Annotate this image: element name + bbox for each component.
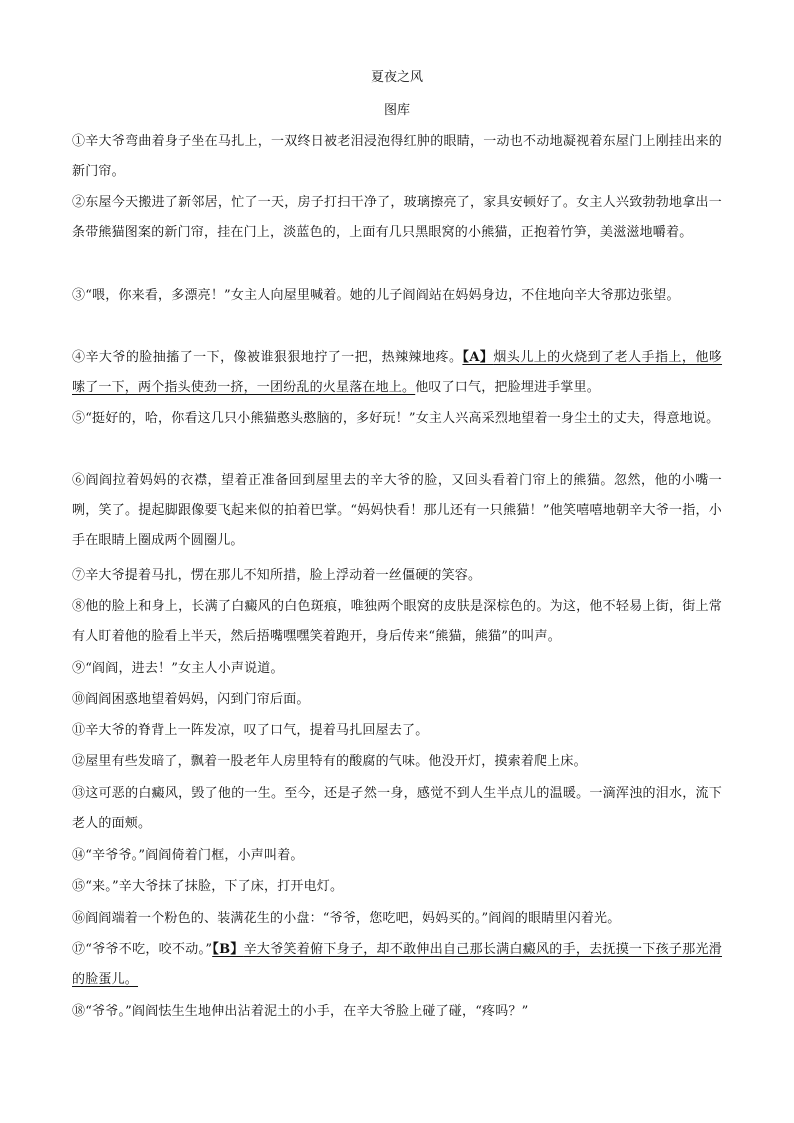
paragraph-text: ④辛大爷的脸抽搐了一下，像被谁狠狠地拧了一把，热辣辣地疼。 <box>72 350 463 365</box>
paragraph-12 <box>72 747 722 777</box>
paragraph-3 <box>72 281 722 311</box>
paragraph-2 <box>72 188 722 248</box>
underlined-sentence-b: 辛大爷笑着俯下身子，却不敢伸出自己那长满白癜风的手，去抚摸一下孩子那光滑的脸蛋儿。 <box>72 942 722 987</box>
paragraph-8 <box>72 592 722 652</box>
paragraph-10 <box>72 685 722 715</box>
paragraph-text: ⑩阎阎困惑地望着妈妈，闪到门帘后面。 <box>72 692 310 707</box>
paragraph-text: ②东屋今天搬进了新邻居，忙了一天，房子打扫干净了，玻璃擦亮了，家具安顿好了。女主人兴致勃勃地拿出一条带熊猫图案的新门帘，挂在门上，淡蓝色的，上面有几只黑眼窝的小熊猫，正抱着竹笋，美滋滋地嚼着。 <box>72 195 722 240</box>
underlined-sentence-a: 烟头儿上的火烧到了老人手指上，他哆嗦了一下，两个指头使劲一挤，一团纷乱的火星落在地上。 <box>72 350 723 395</box>
paragraph-14 <box>72 841 722 871</box>
paragraph-text: ⑤“挺好的，哈，你看这几只小熊猫憨头憨脑的，多好玩！”女主人兴高采烈地望着一身尘土的丈夫，得意地说。 <box>72 411 720 426</box>
paragraph-11 <box>72 716 722 746</box>
paragraph-text: ⑮“来。”辛大爷抹了抹脸，下了床，打开电灯。 <box>72 879 344 894</box>
paragraph-9 <box>72 654 722 684</box>
paragraph-4 <box>72 343 722 403</box>
paragraph-1 <box>72 127 722 187</box>
paragraph-13 <box>72 779 722 839</box>
paragraph-18 <box>72 997 722 1027</box>
paragraph-text: ⑯阎阎端着一个粉色的、装满花生的小盘：“爷爷，您吃吧，妈妈买的。”阎阎的眼睛里闪着光。 <box>72 911 621 926</box>
paragraph-5 <box>72 404 722 434</box>
paragraph-text-tail: 他叹了口气，把脸埋进手掌里。 <box>415 380 601 395</box>
paragraph-text: ⑫屋里有些发暗了，飘着一股老年人房里特有的酸腐的气味。他没开灯，摸索着爬上床。 <box>72 754 587 769</box>
paragraph-text: ⑦辛大爷提着马扎，愣在那儿不知所措，脸上浮动着一丝僵硬的笑容。 <box>72 568 482 583</box>
paragraph-text: ③“喂，你来看，多漂亮！”女主人向屋里喊着。她的儿子阎阎站在妈妈身边，不住地向辛大爷那边张望。 <box>72 288 680 303</box>
paragraph-text: ⑱“爷爷。”阎阎怯生生地伸出沾着泥土的小手，在辛大爷脸上碰了碰，“疼吗？” <box>72 1004 529 1019</box>
paragraph-6 <box>72 466 722 556</box>
annotation-marker-a: 【A】 <box>462 350 494 365</box>
paragraph-15 <box>72 872 722 902</box>
paragraph-text: ⑬这可恶的白癜风，毁了他的一生。至今，还是孑然一身，感觉不到人生半点儿的温暖。一滴浑浊的泪水，流下老人的面颊。 <box>72 786 722 831</box>
document-author: 图库 <box>383 103 410 118</box>
paragraph-text: ⑪辛大爷的脊背上一阵发凉，叹了口气，提着马扎回屋去了。 <box>72 723 429 738</box>
annotation-marker-b: 【B】 <box>212 942 244 957</box>
paragraph-7 <box>72 561 722 591</box>
paragraph-17 <box>72 935 722 995</box>
document-title: 夏夜之风 <box>370 70 423 85</box>
paragraph-text: ⑥阎阎拉着妈妈的衣襟，望着正准备回到屋里去的辛大爷的脸，又回头看着门帘上的熊猫。忽然，他的小嘴一咧，笑了。提起脚跟像要飞起来似的拍着巴掌。“妈妈快看！那儿还有一只熊猫！”他笑嘻嘻地朝辛大爷一指，小手在眼睛上圈成两个圆圈儿。 <box>72 473 722 548</box>
paragraph-text: ①辛大爷弯曲着身子坐在马扎上，一双终日被老泪浸泡得红肿的眼睛，一动也不动地凝视着东屋门上刚挂出来的新门帘。 <box>72 134 722 179</box>
paragraph-text: ⑭“辛爷爷。”阎阎倚着门框，小声叫着。 <box>72 848 304 863</box>
paragraph-text: ⑧他的脸上和身上，长满了白癜风的白色斑痕，唯独两个眼窝的皮肤是深棕色的。为这，他不轻易上街，街上常有人盯着他的脸看上半天，然后捂嘴嘿嘿笑着跑开，身后传来“熊猫，熊猫”的叫声。 <box>72 599 722 644</box>
paragraph-text: ⑰“爷爷不吃，咬不动。” <box>72 942 213 957</box>
paragraph-16 <box>72 904 722 934</box>
paragraph-text: ⑨“阎阎，进去！”女主人小声说道。 <box>72 661 284 676</box>
